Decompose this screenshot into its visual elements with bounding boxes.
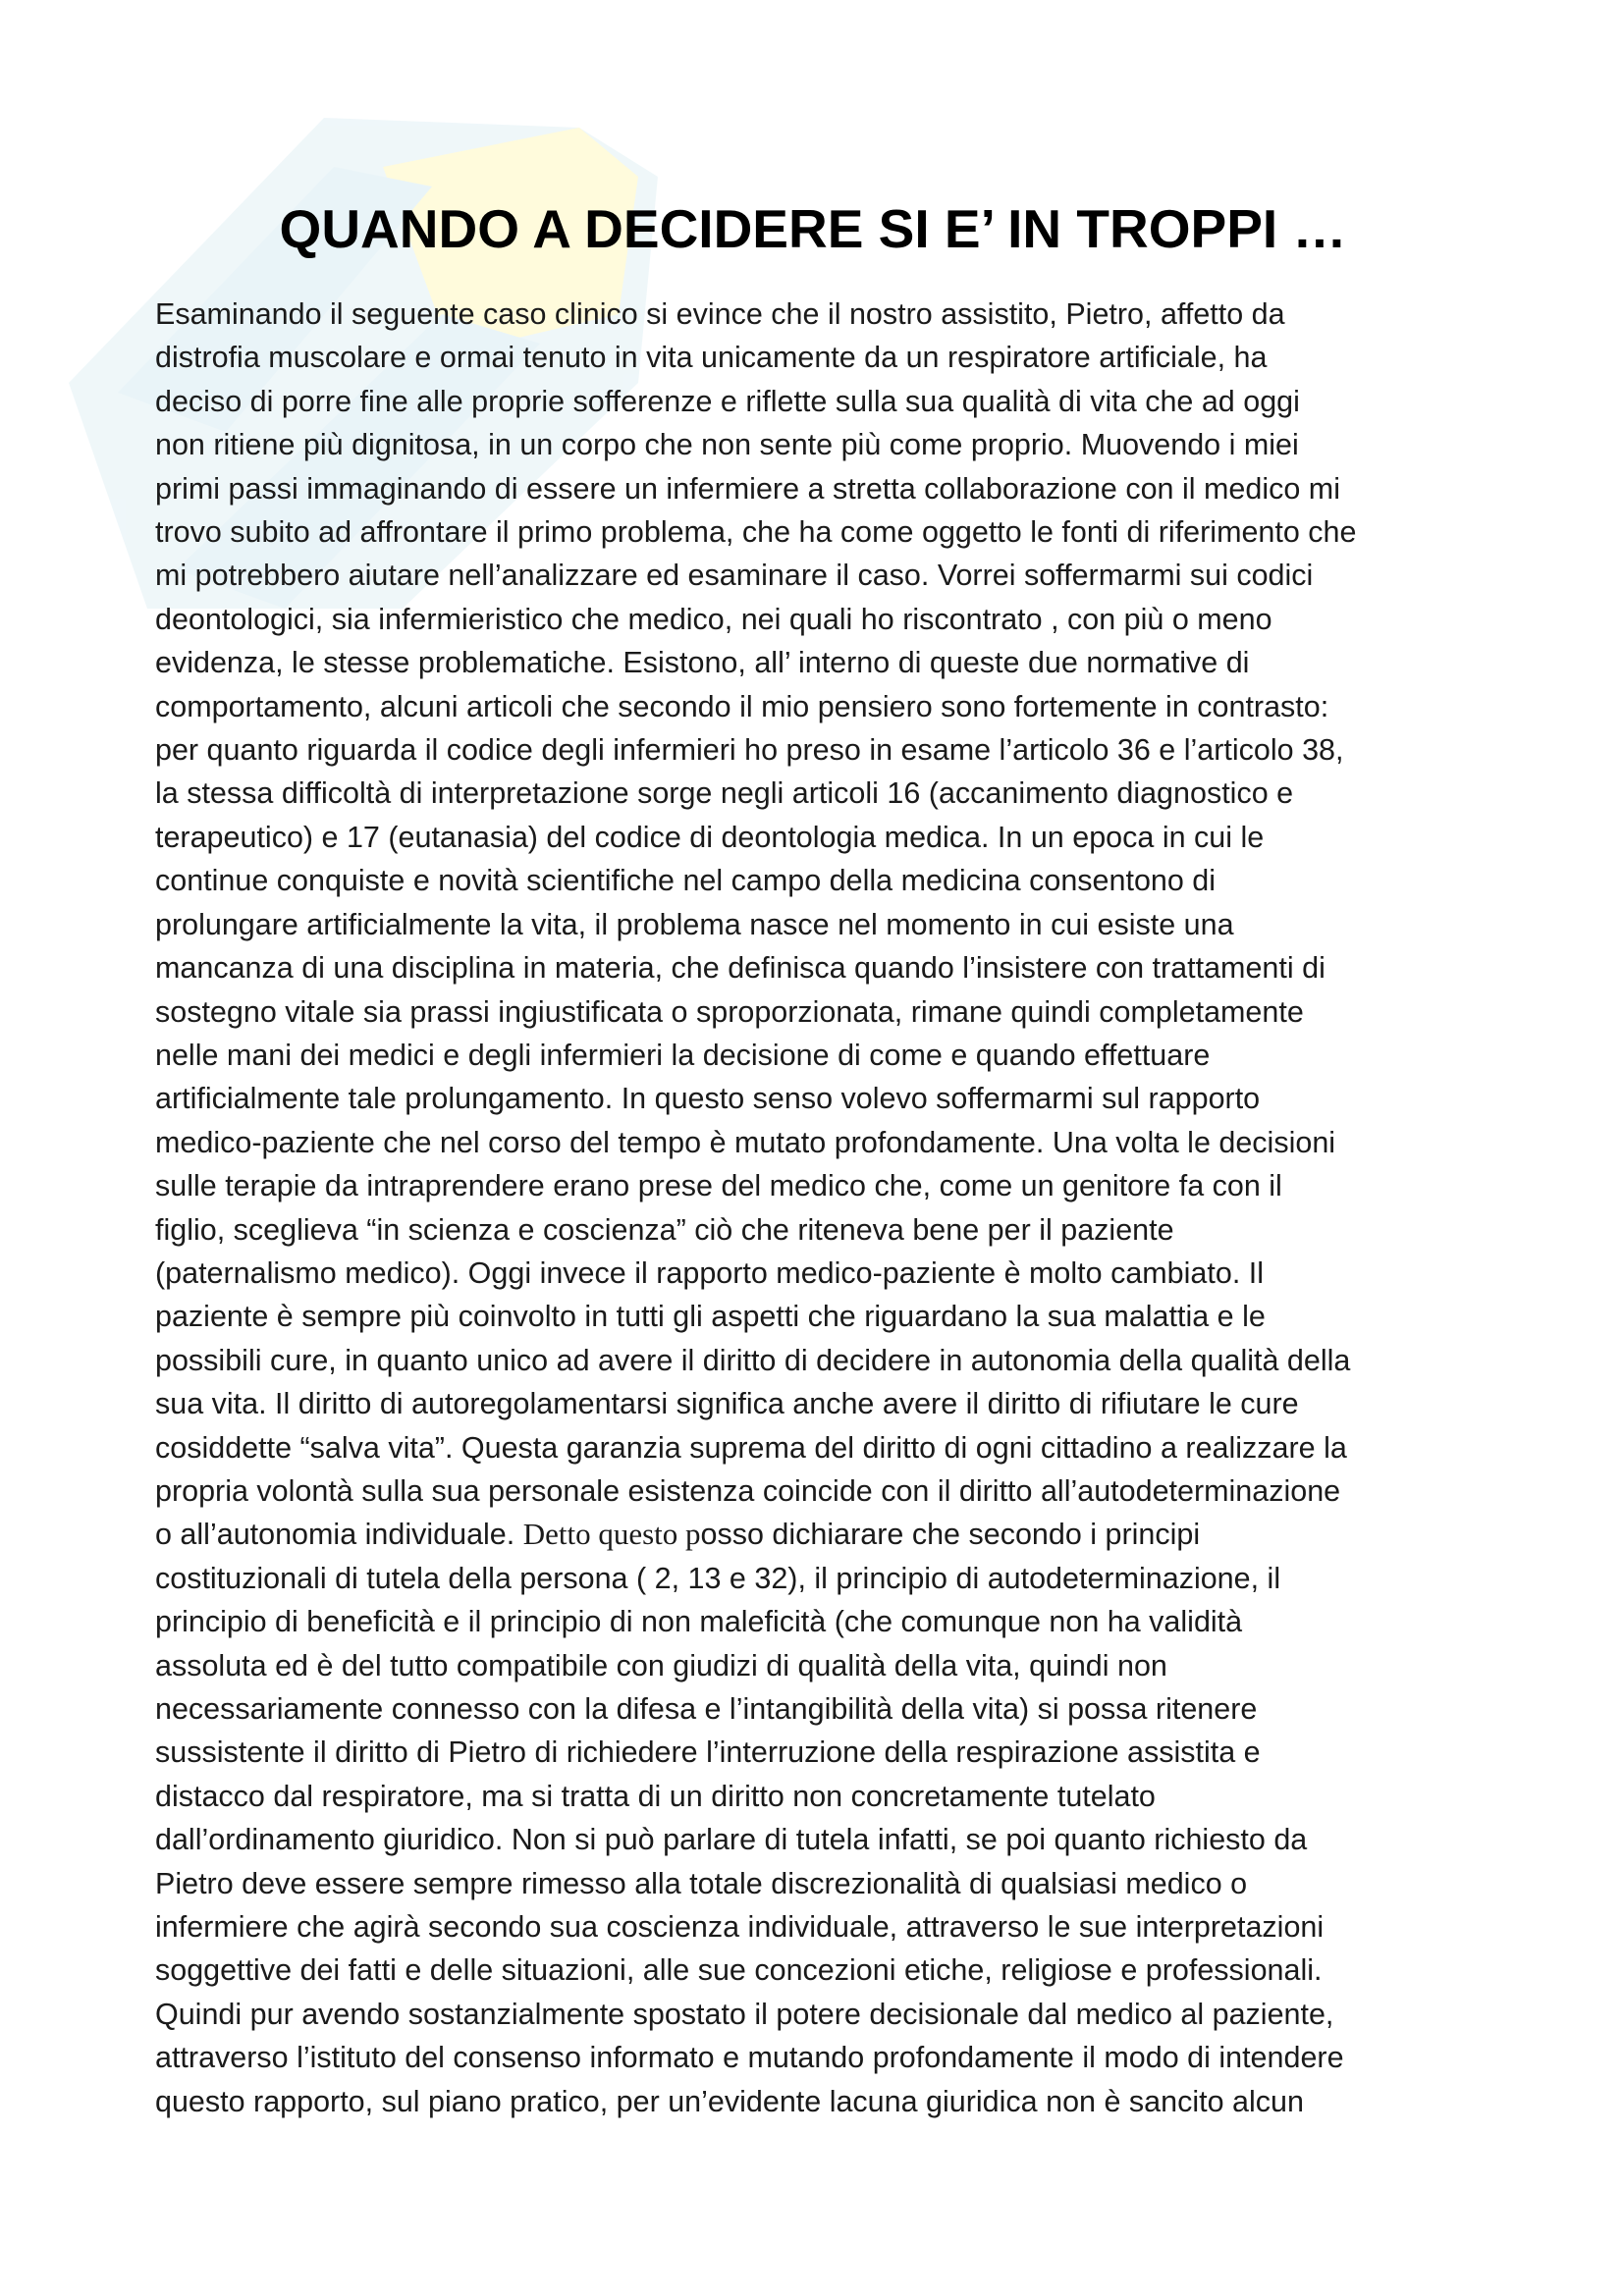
- text-line: mancanza di una disciplina in materia, che definisca quando l’insistere con trattamenti di: [155, 951, 1325, 986]
- text-line: Quindi pur avendo sostanzialmente spostato il potere decisionale dal medico al paziente,: [155, 1997, 1334, 2031]
- text-line: artificialmente tale prolungamento. In questo senso volevo soffermarmi sul rapporto: [155, 1082, 1261, 1116]
- text-line: sostegno vitale sia prassi ingiustificata o sproporzionata, rimane quindi completamente: [155, 994, 1304, 1029]
- text-line: cosiddette “salva vita”. Questa garanzia suprema del diritto di ogni cittadino a realizzare la: [155, 1430, 1347, 1465]
- text-line: (paternalismo medico). Oggi invece il rapporto medico-paziente è molto cambiato. Il: [155, 1255, 1265, 1290]
- text-line-mixed: [155, 1513, 1490, 1556]
- text-line: deontologici, sia infermieristico che medico, nei quali ho riscontrato , con più o meno: [155, 602, 1272, 636]
- text-line: paziente è sempre più coinvolto in tutti gli aspetti che riguardano la sua malattia e le: [155, 1300, 1266, 1334]
- page-title: QUANDO A DECIDERE SI E’ IN TROPPI …: [279, 198, 1347, 259]
- text-line: possibili cure, in quanto unico ad avere il diritto di decidere in autonomia della qualità della: [155, 1343, 1351, 1377]
- text-line: dall’ordinamento giuridico. Non si può parlare di tutela infatti, se poi quanto richiesto da: [155, 1823, 1308, 1857]
- text-line: trovo subito ad affrontare il primo problema, che ha come oggetto le fonti di riferimento che: [155, 515, 1357, 550]
- text-line: questo rapporto, sul piano pratico, per un’evidente lacuna giuridica non è sancito alcun: [155, 2084, 1304, 2118]
- text-line: sua vita. Il diritto di autoregolamentarsi significa anche avere il diritto di rifiutare le cure: [155, 1387, 1299, 1421]
- text-line: evidenza, le stesse problematiche. Esistono, all’ interno di queste due normative di: [155, 646, 1250, 680]
- text-line: necessariamente connesso con la difesa e l’intangibilità della vita) si possa ritenere: [155, 1692, 1258, 1726]
- text-line: deciso di porre fine alle proprie sofferenze e riflette sulla sua qualità di vita che ad oggi: [155, 384, 1300, 418]
- text-line: terapeutico) e 17 (eutanasia) del codice di deontologia medica. In un epoca in cui le: [155, 820, 1265, 854]
- body-paragraph: [155, 293, 1490, 2123]
- text-line: distacco dal respiratore, ma si tratta di un diritto non concretamente tutelato: [155, 1779, 1156, 1813]
- text-line: sussistente il diritto di Pietro di richiedere l’interruzione della respirazione assistita e: [155, 1735, 1261, 1770]
- text-line: distrofia muscolare e ormai tenuto in vita unicamente da un respiratore artificiale, ha: [155, 341, 1268, 375]
- text-line: non ritiene più dignitosa, in un corpo che non sente più come proprio. Muovendo i miei: [155, 428, 1299, 462]
- text-line: continue conquiste e novità scientifiche nel campo della medicina consentono di: [155, 864, 1217, 898]
- text-line: Esaminando il seguente caso clinico si evince che il nostro assistito, Pietro, affetto da: [155, 297, 1285, 331]
- text-line: prolungare artificialmente la vita, il problema nasce nel momento in cui esiste una: [155, 907, 1234, 941]
- text-line: mi potrebbero aiutare nell’analizzare ed esaminare il caso. Vorrei soffermarmi sui codici: [155, 559, 1314, 593]
- text-line: primi passi immaginando di essere un infermiere a stretta collaborazione con il medico mi: [155, 471, 1340, 506]
- text-line: propria volontà sulla sua personale esistenza coincide con il diritto all’autodeterminazione: [155, 1473, 1341, 1508]
- text-line: Pietro deve essere sempre rimesso alla totale discrezionalità di qualsiasi medico o: [155, 1866, 1248, 1900]
- text-line: assoluta ed è del tutto compatibile con giudizi di qualità della vita, quindi non: [155, 1648, 1167, 1682]
- text-line: figlio, sceglieva “in scienza e coscienza” ciò che riteneva bene per il paziente: [155, 1212, 1174, 1247]
- text-line: soggettive dei fatti e delle situazioni, alle sue concezioni etiche, religiose e professionali.: [155, 1953, 1323, 1988]
- text-line: sulle terapie da intraprendere erano prese del medico che, come un genitore fa con il: [155, 1169, 1282, 1203]
- text-line: costituzionali di tutela della persona ( 2, 13 e 32), il principio di autodeterminazione, il: [155, 1561, 1281, 1595]
- text-run: o all’autonomia individuale.: [155, 1518, 523, 1552]
- text-line: la stessa difficoltà di interpretazione sorge negli articoli 16 (accanimento diagnostico e: [155, 776, 1294, 811]
- text-line: infermiere che agirà secondo sua coscienza individuale, attraverso le sue interpretazioni: [155, 1910, 1325, 1945]
- text-line: nelle mani dei medici e degli infermieri la decisione di come e quando effettuare: [155, 1038, 1211, 1072]
- text-line: comportamento, alcuni articoli che secondo il mio pensiero sono fortemente in contrasto:: [155, 689, 1329, 723]
- text-run-serif: Detto questo p: [522, 1517, 701, 1552]
- text-line: principio di beneficità e il principio di non maleficità (che comunque non ha validità: [155, 1605, 1243, 1639]
- text-line: medico-paziente che nel corso del tempo è mutato profondamente. Una volta le decisioni: [155, 1125, 1336, 1159]
- text-line: per quanto riguarda il codice degli infermieri ho preso in esame l’articolo 36 e l’articolo 38,: [155, 733, 1344, 768]
- text-run: osso dichiarare che secondo i principi: [700, 1518, 1201, 1552]
- text-line: attraverso l’istituto del consenso informato e mutando profondamente il modo di intendere: [155, 2041, 1344, 2075]
